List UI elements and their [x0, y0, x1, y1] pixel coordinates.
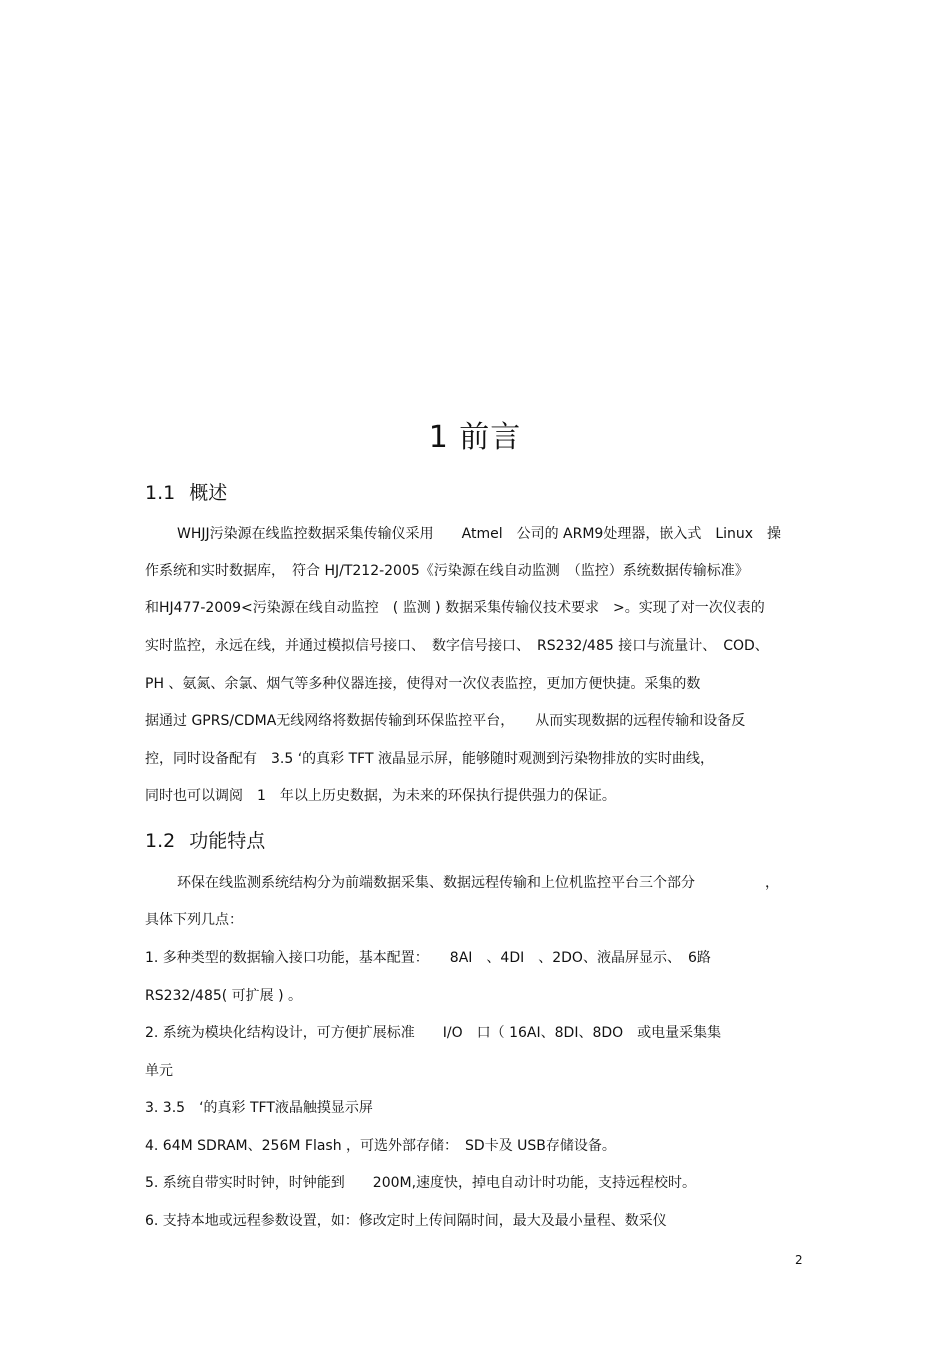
- section-number: 1.2: [145, 830, 176, 852]
- list-item-continuation: 单元: [145, 1063, 173, 1079]
- paragraph-line: PH 、氨氮、余氯、烟气等多种仪器连接，使得对一次仪表监控，更加方便快捷。采集的数: [145, 676, 701, 692]
- list-item: 5. 系统自带实时时钟，时钟能到 200M,速度快，掉电自动计时功能，支持远程校时。: [145, 1175, 697, 1191]
- paragraph-line: 控，同时设备配有 3.5 ‘的真彩 TFT 液晶显示屏，能够随时观测到污染物排放的实时曲线，: [145, 751, 714, 767]
- section-heading-overview: [145, 480, 227, 506]
- chapter-title: 1 前言: [428, 420, 522, 455]
- paragraph-line: WHJJ污染源在线监控数据采集传输仪采用 Atmel 公司的 ARM9处理器，嵌入式 Linux 操: [177, 526, 782, 542]
- paragraph-line: 和HJ477-2009<污染源在线自动监控 ( 监测 ) 数据采集传输仪技术要求 >。实现了对一次仪表的: [145, 600, 765, 616]
- paragraph-line: 环保在线监测系统结构分为前端数据采集、数据远程传输和上位机监控平台三个部分 ，: [177, 875, 779, 891]
- list-item: 3. 3.5 ‘的真彩 TFT液晶触摸显示屏: [145, 1100, 373, 1116]
- paragraph-line: 同时也可以调阅 1 年以上历史数据，为未来的环保执行提供强力的保证。: [145, 788, 616, 804]
- page-number: 2: [795, 1253, 803, 1267]
- list-item: 2. 系统为模块化结构设计，可方便扩展标准 I/O 口（ 16AI、8DI、8DO 或电量采集集: [145, 1025, 722, 1041]
- list-item: 1. 多种类型的数据输入接口功能，基本配置： 8AI 、4DI 、2DO、液晶屏显示、 6路: [145, 950, 711, 966]
- section-title: 概述: [189, 482, 228, 504]
- paragraph-line: 实时监控，永远在线，并通过模拟信号接口、 数字信号接口、 RS232/485 接口与流量计、 COD、: [145, 638, 769, 654]
- section-heading-features: [145, 828, 265, 854]
- section-title: 功能特点: [189, 830, 266, 852]
- paragraph-line: 作系统和实时数据库， 符合 HJ/T212-2005《污染源在线自动监测 （监控）系统数据传输标准》: [145, 563, 749, 579]
- list-item: 4. 64M SDRAM、256M Flash ，可选外部存储： SD卡及 USB存储设备。: [145, 1138, 616, 1154]
- paragraph-line: 具体下列几点：: [145, 912, 243, 928]
- paragraph-line: 据通过 GPRS/CDMA无线网络将数据传输到环保监控平台， 从而实现数据的远程传输和设备反: [145, 713, 746, 729]
- list-item-continuation: RS232/485( 可扩展 ) 。: [145, 988, 303, 1004]
- list-item: 6. 支持本地或远程参数设置，如：修改定时上传间隔时间，最大及最小量程、数采仪: [145, 1213, 667, 1229]
- section-number: 1.1: [145, 482, 176, 504]
